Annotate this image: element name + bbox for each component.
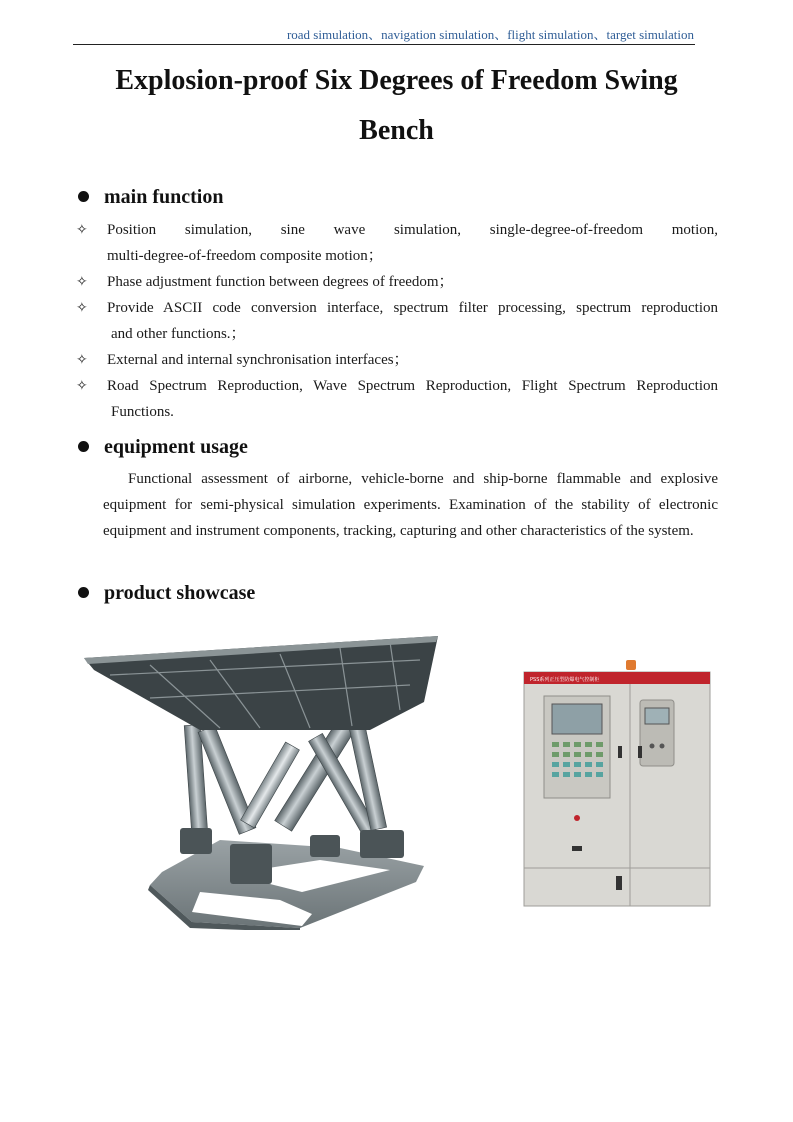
bullet-dot-icon xyxy=(78,587,89,598)
section-heading-product-showcase: product showcase xyxy=(78,580,255,606)
list-item-line: Provide ASCII code conversion interface, spectrum filter processing, spectrum reproduction xyxy=(107,300,718,316)
list-item-line: External and internal synchronisation interfaces； xyxy=(107,352,409,368)
list-item xyxy=(76,373,718,425)
four-point-star-icon: ✧ xyxy=(76,222,88,238)
list-item-line: Road Spectrum Reproduction, Wave Spectrum Reproduction, Flight Spectrum Reproduction xyxy=(107,378,718,394)
four-point-star-icon: ✧ xyxy=(76,378,88,394)
warning-light-icon xyxy=(626,660,636,670)
title-line-2: Bench xyxy=(359,115,434,146)
bullet-dot-icon xyxy=(78,191,89,202)
list-item xyxy=(76,269,718,295)
page-header xyxy=(73,26,695,45)
section-heading-main-function: main function xyxy=(78,184,223,210)
list-item-line: multi-degree-of-freedom composite motion； xyxy=(107,248,383,264)
page-title xyxy=(60,56,733,156)
list-item-line: Phase adjustment function between degrees of freedom； xyxy=(107,274,454,290)
main-function-list xyxy=(76,217,718,425)
control-cabinet-image xyxy=(522,658,712,910)
four-point-star-icon: ✧ xyxy=(76,274,88,290)
bullet-dot-icon xyxy=(78,441,89,452)
cabinet-label: PSS系列正压型防爆电气控制柜 xyxy=(530,677,600,683)
section-heading-equipment-usage: equipment usage xyxy=(78,434,248,460)
four-point-star-icon: ✧ xyxy=(76,300,88,316)
list-item xyxy=(76,217,718,269)
four-point-star-icon: ✧ xyxy=(76,352,88,368)
six-dof-platform-image xyxy=(80,630,442,930)
list-item xyxy=(76,295,718,347)
header-text: road simulation、navigation simulation、flight simulation、target simulation xyxy=(286,27,694,42)
list-item-line: Functions. xyxy=(111,404,174,420)
title-line-1: Explosion-proof Six Degrees of Freedom Swing xyxy=(115,65,678,96)
list-item-line: and other functions.； xyxy=(111,326,246,342)
list-item xyxy=(76,347,718,373)
equipment-usage-paragraph: Functional assessment of airborne, vehicle-borne and ship-borne flammable and explosive equipment for semi-physical simulation experiments. Examination of the stability of electronic equipment and instrument components, tracking, capturing and other characteristics of the system. xyxy=(103,471,718,539)
list-item-line: Position simulation, sine wave simulation, single-degree-of-freedom motion, xyxy=(107,222,718,238)
